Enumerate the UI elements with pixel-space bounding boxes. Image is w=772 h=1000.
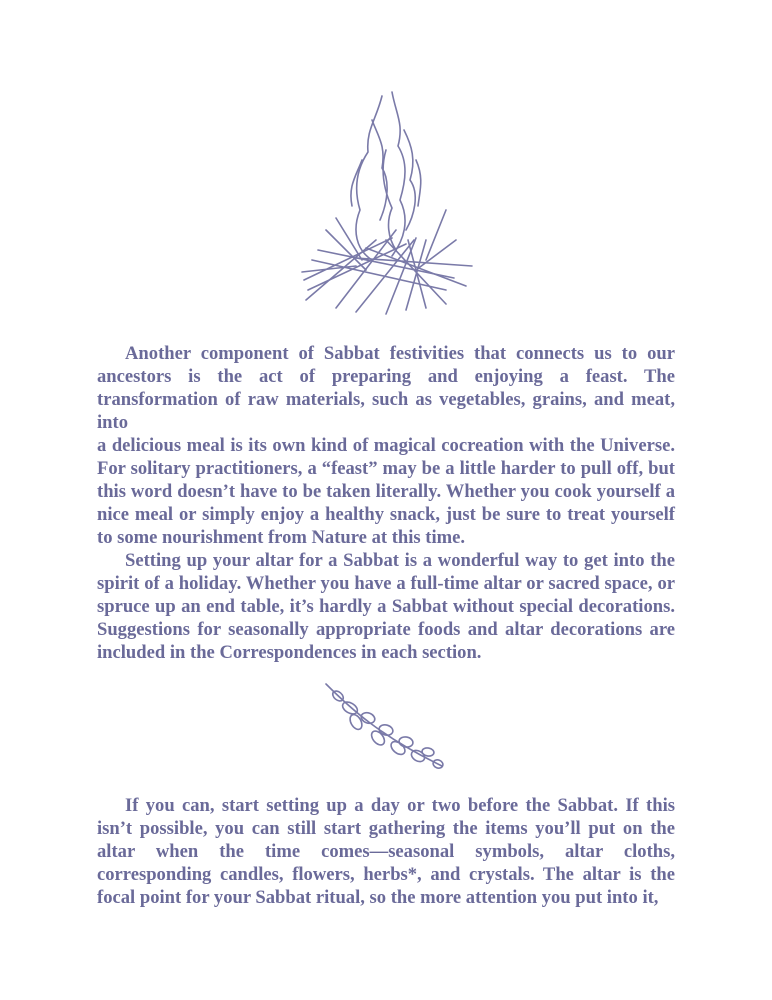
text-block-upper bbox=[97, 342, 675, 664]
paragraph-setup: If you can, start setting up a day or two before the Sabbat. If this isn’t possible, you can still start gathering the items you’ll put on the altar when the time comes—seasonal symbols, altar cloths, corresponding candles, flowers, herbs*, and crystals. The altar is the focal point for your Sabbat ritual, so the more attention you put into it, bbox=[97, 795, 675, 908]
paragraph-feast-1: Another component of Sabbat festivities that connects us to our ancestors is the act of preparing and enjoying a feast. The transformation of raw materials, such as vegetables, grains, and meat, into bbox=[97, 343, 675, 433]
bonfire-illustration bbox=[296, 90, 478, 318]
text-block-lower bbox=[97, 794, 675, 909]
paragraph-feast-2: a delicious meal is its own kind of magical cocreation with the Universe. For solitary practitioners, a “feast” may be a little harder to pull off, but this word doesn’t have to be taken literally. Whether you cook yourself a nice meal or simply enjoy a healthy snack, just be sure to treat yourself to some nourishment from Nature at this time. bbox=[97, 435, 675, 548]
leafy-sprig-illustration bbox=[320, 678, 450, 774]
paragraph-altar: Setting up your altar for a Sabbat is a wonderful way to get into the spirit of a holiday. Whether you have a full-time altar or sacred space, or spruce up an end table, it’s hardly a Sabbat without special decorations. Suggestions for seasonally appropriate foods and altar decorations are included in the Correspondences in each section. bbox=[97, 550, 675, 663]
